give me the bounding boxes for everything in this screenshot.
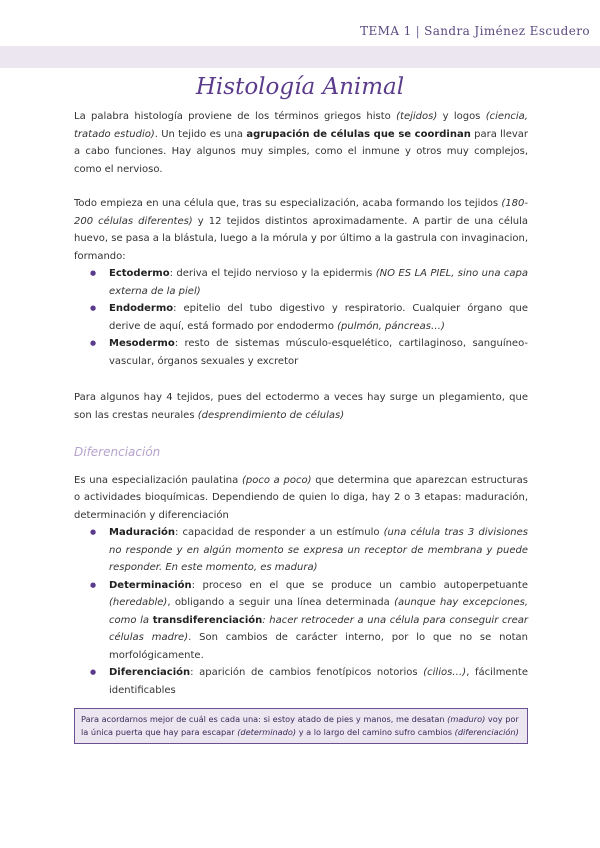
note-italic: (maduro) — [447, 714, 486, 724]
list-item — [109, 664, 528, 699]
list-item-term: Ectodermo — [109, 268, 170, 279]
intro-italic: (ciencia, tratado estudio) — [74, 111, 528, 140]
intro-italic: (tejidos) — [396, 111, 438, 122]
list-item-term: Endodermo — [109, 303, 174, 314]
header-text — [360, 24, 590, 38]
list-item — [109, 577, 528, 665]
list-item-text: , fácilmente identificables — [109, 667, 528, 696]
main-content — [74, 108, 528, 699]
list-item-term: Mesodermo — [109, 338, 175, 349]
list-item-text: : resto de sistemas músculo-esquelético, cartilaginoso, sanguíneo-vascular, órganos sexuales y excretor — [109, 338, 528, 367]
header-topic: TEMA 1 — [360, 24, 412, 38]
list-item-note: (aunque hay excepciones, como la — [109, 597, 528, 626]
list-item — [109, 265, 528, 300]
note-italic: (diferenciación) — [454, 727, 519, 737]
list-item-text: : epitelio del tubo digestivo y respiratorio. Cualquier órgano que derive de aquí, está formado por endodermo — [109, 303, 528, 332]
list-item — [109, 524, 528, 577]
intro-text: para llevar a cabo funciones. Hay algunos muy simples, como el inmune y otros muy complejos, como el nervioso. — [74, 128, 528, 175]
tissues-paragraph — [74, 389, 528, 424]
list-item-note: (cilios…) — [423, 667, 467, 678]
list-item — [109, 335, 528, 370]
note-italic: (determinado) — [237, 727, 297, 737]
header-author: Sandra Jiménez Escudero — [424, 24, 590, 38]
list-item — [109, 300, 528, 335]
list-item-note: (heredable) — [109, 597, 168, 608]
list-item-note: (una célula tras 3 divisiones no responde y en algún momento se expresa un receptor de membrana y puede responder. En este momento, es madura) — [109, 527, 528, 573]
list-item-text: . Son cambios de carácter interno, por lo que no se notan morfológicamente. — [109, 632, 528, 661]
list-item-text: , obligando a seguir una línea determinada — [167, 597, 395, 608]
list-item-text: : deriva el tejido nervioso y la epidermis — [169, 268, 376, 279]
intro-text: . Un tejido es una — [154, 128, 247, 140]
stages-list — [74, 524, 528, 699]
page-header — [0, 0, 600, 68]
origin-text: y 12 tejidos distintos aproximadamente. A partir de una célula huevo, se pasa a la blástula, luego a la mórula y por último a la gastrula con invaginacion, formando: — [74, 215, 528, 262]
note-text: Para acordarnos mejor de cuál es cada una: si estoy atado de pies y manos, me desatan — [81, 714, 448, 724]
tissues-text: Para algunos hay 4 tejidos, pues del ectodermo a veces hay surge un plegamiento, que son las crestas neurales — [74, 392, 528, 421]
list-item-note: : hacer retroceder a una célula para conseguir crear células madre) — [109, 614, 528, 643]
origin-italic: (180-200 células diferentes) — [74, 198, 528, 227]
list-item-text: : aparición de cambios fenotípicos notorios — [190, 667, 424, 678]
list-item-text: : proceso en el que se produce un cambio autoperpetuante — [191, 579, 528, 591]
list-item-text: : capacidad de responder a un estímulo — [175, 527, 384, 538]
list-item-term: Maduración — [109, 527, 176, 538]
list-item-bold: transdiferenciación — [152, 614, 263, 626]
intro-text: La palabra histología proviene de los términos griegos histo — [74, 111, 397, 122]
header-separator: | — [415, 24, 421, 38]
header-band — [0, 46, 600, 68]
intro-paragraph — [74, 108, 528, 178]
section-text: que determina que aparezcan estructuras o actividades bioquímicas. Dependiendo de quien lo diga, hay 2 o 3 etapas: maduración, determinación y diferenciación — [74, 474, 528, 521]
origin-text: Todo empieza en una célula que, tras su especialización, acaba formando los tejidos — [74, 198, 502, 209]
note-text: voy por la única puerta que hay para escapar — [81, 714, 519, 737]
tissues-italic: (desprendimiento de células) — [197, 409, 345, 421]
section-text: Es una especialización paulatina — [74, 474, 242, 486]
note-text: y a lo largo del camino sufro cambios — [296, 727, 455, 737]
list-item-term: Diferenciación — [109, 667, 191, 678]
intro-bold: agrupación de células que se coordinan — [246, 128, 471, 140]
list-item-note: (pulmón, páncreas…) — [337, 320, 445, 332]
origin-paragraph — [74, 195, 528, 265]
section-paragraph — [74, 472, 528, 525]
list-item-note: (NO ES LA PIEL, sino una capa externa de la piel) — [109, 268, 528, 297]
germ-layer-list — [74, 265, 528, 370]
section-italic: (poco a poco) — [241, 474, 312, 486]
page-title: Histología Animal — [195, 74, 405, 100]
section-title: Diferenciación — [74, 445, 161, 459]
intro-text: y logos — [437, 111, 486, 122]
mnemonic-note-box — [74, 708, 528, 744]
list-item-term: Determinación — [109, 579, 192, 591]
